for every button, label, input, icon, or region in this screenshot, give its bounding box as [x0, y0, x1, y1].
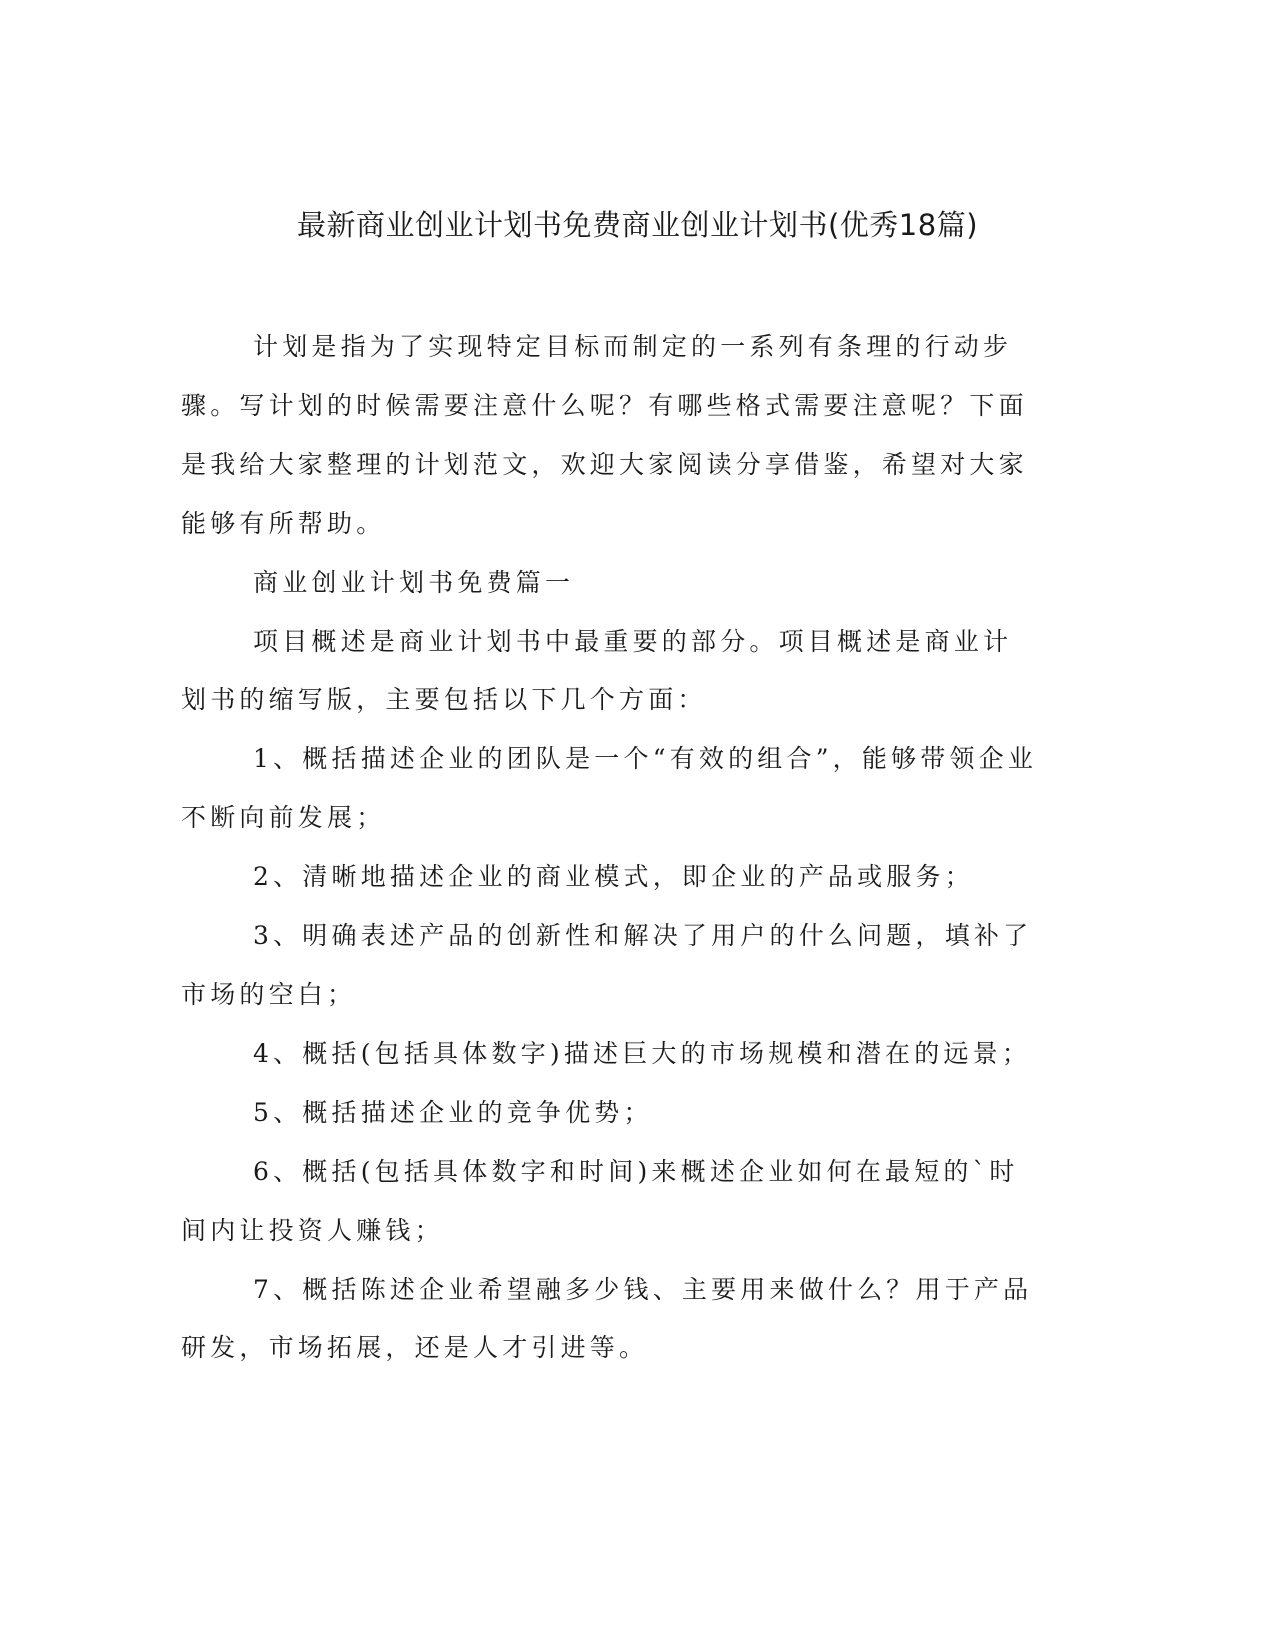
list-item: 2、清晰地描述企业的商业模式，即企业的产品或服务； — [253, 862, 974, 892]
list-item: 5、概括描述企业的竞争优势； — [253, 1097, 653, 1127]
section-heading: 商业创业计划书免费篇一 — [253, 567, 575, 597]
document-title: 最新商业创业计划书免费商业创业计划书(优秀18篇) — [296, 208, 979, 242]
paragraph-overview: 项目概述是商业计划书中最重要的部分。项目概述是商业计划书的缩写版，主要包括以下几个方面： — [181, 626, 1013, 715]
list-item: 6、概括(包括具体数字和时间)来概述企业如何在最短的`时间内让投资人赚钱； — [181, 1156, 1019, 1245]
list-item: 1、概括描述企业的团队是一个“有效的组合”，能够带领企业不断向前发展； — [181, 744, 1038, 833]
list-item: 4、概括(包括具体数字)描述巨大的市场规模和潜在的远景； — [253, 1038, 1032, 1068]
paragraph-intro: 计划是指为了实现特定目标而制定的一系列有条理的行动步骤。写计划的时候需要注意什么呢？有哪些格式需要注意呢？下面是我给大家整理的计划范文，欢迎大家阅读分享借鉴，希望对大家能够有所帮助。 — [181, 332, 1028, 538]
list-item: 7、概括陈述企业希望融多少钱、主要用来做什么？用于产品研发，市场拓展，还是人才引进等。 — [181, 1274, 1033, 1363]
list-item: 3、明确表述产品的创新性和解决了用户的什么问题，填补了市场的空白； — [181, 921, 1033, 1009]
document-body — [181, 318, 1041, 1378]
